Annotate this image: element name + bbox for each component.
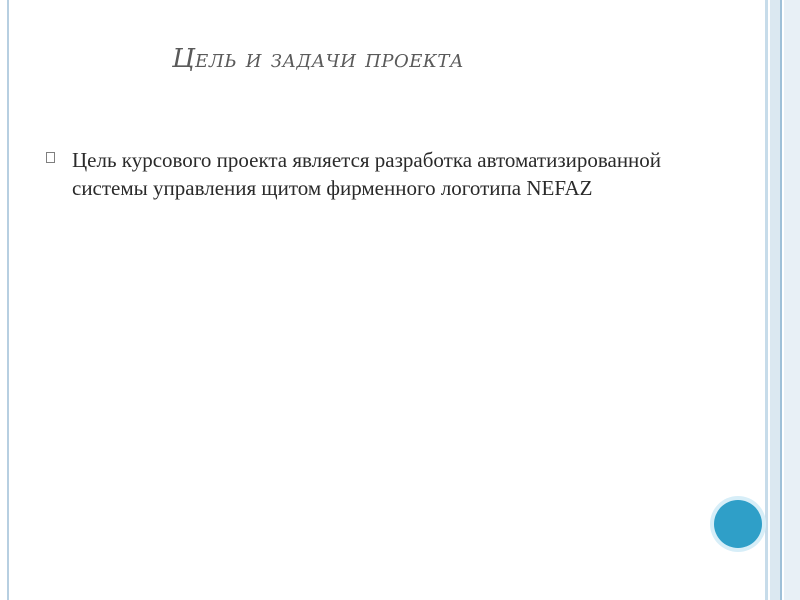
bullet-text: Цель курсового проекта является разработка автоматизированной системы управления щитом фирменного логотипа NEFAZ xyxy=(72,148,662,200)
bullet-item xyxy=(46,146,666,202)
slide-title: Цель и задачи проекта xyxy=(172,44,464,74)
square-bullet-icon xyxy=(46,152,55,163)
right-bar-1 xyxy=(765,0,768,600)
slide-content xyxy=(46,146,666,202)
right-bar-3 xyxy=(780,0,782,600)
right-decorative-bars xyxy=(765,0,800,600)
left-border-line xyxy=(7,0,9,600)
right-bar-4 xyxy=(784,0,800,600)
circle-decoration-icon xyxy=(714,500,762,548)
right-bar-2 xyxy=(770,0,780,600)
